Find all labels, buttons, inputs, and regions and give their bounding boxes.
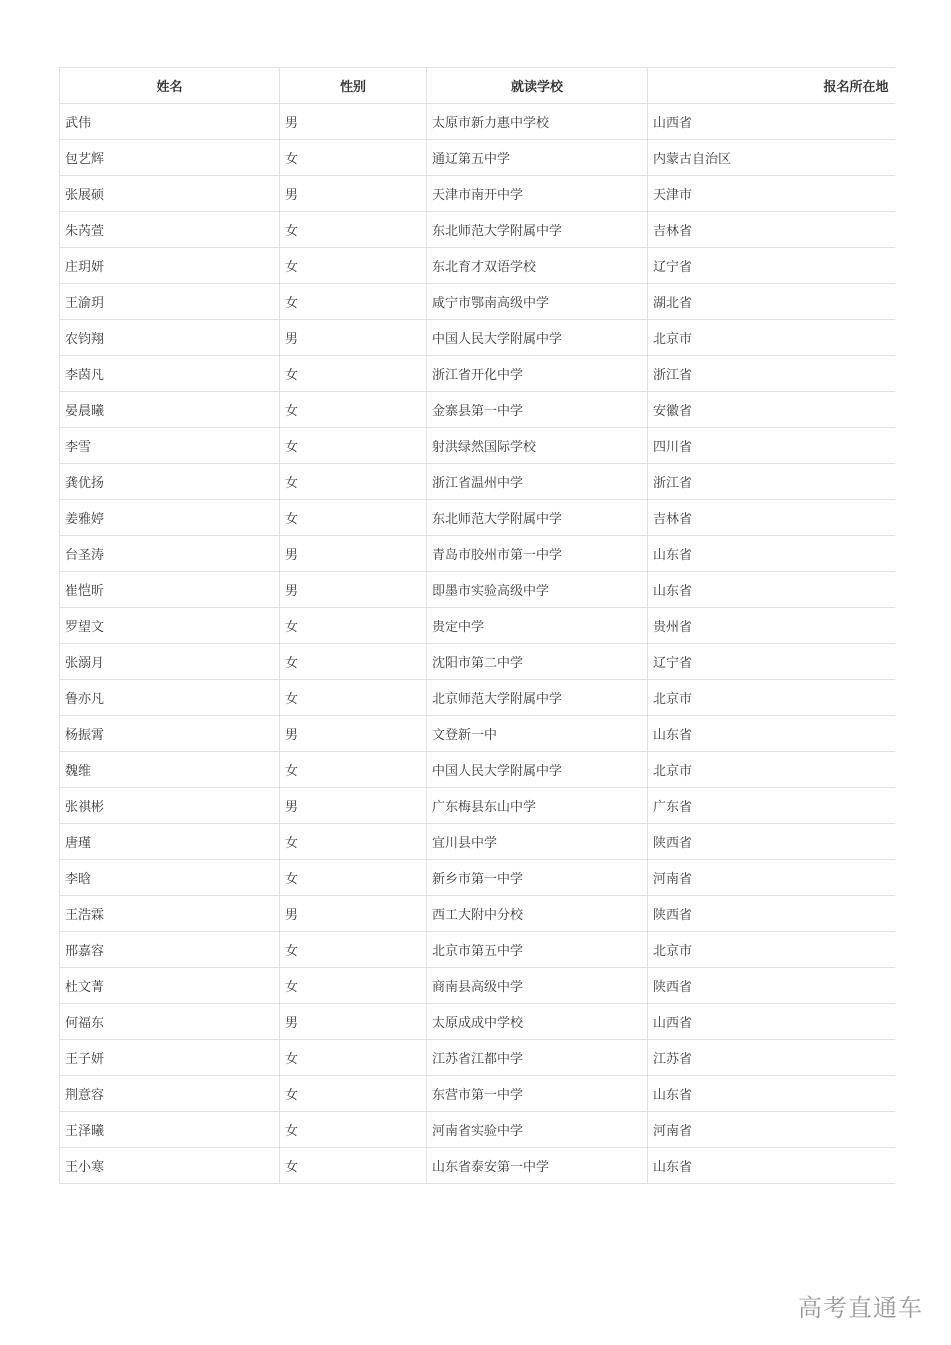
cell-region: 广东省 xyxy=(648,788,895,824)
cell-name: 台圣涛 xyxy=(60,536,280,572)
cell-region: 内蒙古自治区 xyxy=(648,140,895,176)
cell-name: 王泽曦 xyxy=(60,1112,280,1148)
cell-name: 魏维 xyxy=(60,752,280,788)
cell-name: 王渝玥 xyxy=(60,284,280,320)
cell-name: 李茵凡 xyxy=(60,356,280,392)
cell-school: 天津市南开中学 xyxy=(427,176,648,212)
cell-school: 金寨县第一中学 xyxy=(427,392,648,428)
cell-region: 山东省 xyxy=(648,1076,895,1112)
cell-school: 广东梅县东山中学 xyxy=(427,788,648,824)
cell-gender: 女 xyxy=(280,1112,427,1148)
cell-name: 荆意容 xyxy=(60,1076,280,1112)
cell-school: 太原成成中学校 xyxy=(427,1004,648,1040)
cell-school: 沈阳市第二中学 xyxy=(427,644,648,680)
cell-region: 四川省 xyxy=(648,428,895,464)
cell-region: 陕西省 xyxy=(648,824,895,860)
table-row xyxy=(60,284,895,320)
cell-school: 东北师范大学附属中学 xyxy=(427,500,648,536)
cell-gender: 男 xyxy=(280,788,427,824)
cell-name: 崔恺昕 xyxy=(60,572,280,608)
table-row xyxy=(60,1076,895,1112)
table-row xyxy=(60,896,895,932)
cell-gender: 男 xyxy=(280,320,427,356)
cell-gender: 女 xyxy=(280,428,427,464)
cell-gender: 女 xyxy=(280,824,427,860)
table-row xyxy=(60,608,895,644)
cell-name: 唐瑾 xyxy=(60,824,280,860)
table-row xyxy=(60,752,895,788)
cell-gender: 女 xyxy=(280,140,427,176)
table-row xyxy=(60,356,895,392)
cell-name: 杨振霄 xyxy=(60,716,280,752)
cell-gender: 女 xyxy=(280,392,427,428)
cell-school: 太原市新力惠中学校 xyxy=(427,104,648,140)
cell-name: 张展硕 xyxy=(60,176,280,212)
table-header-row xyxy=(60,68,895,104)
cell-name: 龚优扬 xyxy=(60,464,280,500)
cell-region: 山东省 xyxy=(648,716,895,752)
cell-gender: 女 xyxy=(280,1040,427,1076)
table-row xyxy=(60,716,895,752)
cell-name: 姜雅婷 xyxy=(60,500,280,536)
table-row xyxy=(60,788,895,824)
cell-gender: 男 xyxy=(280,536,427,572)
cell-gender: 女 xyxy=(280,248,427,284)
cell-gender: 女 xyxy=(280,1076,427,1112)
table-row xyxy=(60,536,895,572)
cell-region: 辽宁省 xyxy=(648,248,895,284)
cell-gender: 女 xyxy=(280,464,427,500)
cell-name: 邢嘉容 xyxy=(60,932,280,968)
cell-region: 山东省 xyxy=(648,1148,895,1184)
cell-school: 中国人民大学附属中学 xyxy=(427,320,648,356)
cell-name: 包艺辉 xyxy=(60,140,280,176)
cell-gender: 女 xyxy=(280,752,427,788)
cell-region: 贵州省 xyxy=(648,608,895,644)
cell-gender: 女 xyxy=(280,608,427,644)
table-row xyxy=(60,932,895,968)
cell-region: 吉林省 xyxy=(648,212,895,248)
table-row xyxy=(60,1148,895,1184)
watermark-logo: 高考直通车 xyxy=(798,1294,923,1322)
cell-school: 浙江省温州中学 xyxy=(427,464,648,500)
cell-school: 青岛市胶州市第一中学 xyxy=(427,536,648,572)
cell-region: 吉林省 xyxy=(648,500,895,536)
cell-school: 通辽第五中学 xyxy=(427,140,648,176)
table-row xyxy=(60,824,895,860)
cell-school: 西工大附中分校 xyxy=(427,896,648,932)
cell-region: 浙江省 xyxy=(648,356,895,392)
cell-gender: 女 xyxy=(280,860,427,896)
table-row xyxy=(60,860,895,896)
cell-region: 河南省 xyxy=(648,860,895,896)
student-list-table xyxy=(59,67,895,1184)
cell-region: 陕西省 xyxy=(648,968,895,1004)
cell-school: 东北师范大学附属中学 xyxy=(427,212,648,248)
table-row xyxy=(60,140,895,176)
table-row xyxy=(60,500,895,536)
table-row xyxy=(60,248,895,284)
cell-name: 庄玥妍 xyxy=(60,248,280,284)
cell-region: 江苏省 xyxy=(648,1040,895,1076)
cell-name: 张溺月 xyxy=(60,644,280,680)
table-row xyxy=(60,1004,895,1040)
cell-school: 北京师范大学附属中学 xyxy=(427,680,648,716)
header-name: 姓名 xyxy=(60,68,280,104)
cell-school: 江苏省江都中学 xyxy=(427,1040,648,1076)
cell-region: 山东省 xyxy=(648,536,895,572)
cell-gender: 女 xyxy=(280,500,427,536)
cell-gender: 女 xyxy=(280,932,427,968)
cell-school: 贵定中学 xyxy=(427,608,648,644)
cell-school: 射洪绿然国际学校 xyxy=(427,428,648,464)
cell-gender: 男 xyxy=(280,896,427,932)
table-row xyxy=(60,392,895,428)
student-table-container xyxy=(59,67,894,1184)
cell-region: 安徽省 xyxy=(648,392,895,428)
cell-gender: 男 xyxy=(280,572,427,608)
cell-gender: 男 xyxy=(280,716,427,752)
cell-gender: 女 xyxy=(280,644,427,680)
header-region: 报名所在地 xyxy=(648,68,895,104)
cell-region: 辽宁省 xyxy=(648,644,895,680)
cell-school: 商南县高级中学 xyxy=(427,968,648,1004)
cell-region: 北京市 xyxy=(648,932,895,968)
table-row xyxy=(60,572,895,608)
cell-school: 即墨市实验高级中学 xyxy=(427,572,648,608)
cell-region: 山东省 xyxy=(648,572,895,608)
cell-school: 中国人民大学附属中学 xyxy=(427,752,648,788)
cell-region: 山西省 xyxy=(648,1004,895,1040)
cell-name: 李晗 xyxy=(60,860,280,896)
table-row xyxy=(60,428,895,464)
cell-school: 北京市第五中学 xyxy=(427,932,648,968)
cell-name: 罗望文 xyxy=(60,608,280,644)
cell-gender: 女 xyxy=(280,1148,427,1184)
cell-name: 杜文菁 xyxy=(60,968,280,1004)
cell-gender: 男 xyxy=(280,1004,427,1040)
table-row xyxy=(60,212,895,248)
table-row xyxy=(60,680,895,716)
cell-school: 宜川县中学 xyxy=(427,824,648,860)
cell-name: 何福东 xyxy=(60,1004,280,1040)
table-row xyxy=(60,968,895,1004)
cell-name: 张祺彬 xyxy=(60,788,280,824)
cell-gender: 男 xyxy=(280,104,427,140)
cell-gender: 男 xyxy=(280,176,427,212)
cell-name: 李雪 xyxy=(60,428,280,464)
cell-gender: 女 xyxy=(280,356,427,392)
cell-gender: 女 xyxy=(280,212,427,248)
cell-school: 咸宁市鄂南高级中学 xyxy=(427,284,648,320)
cell-name: 晏晨曦 xyxy=(60,392,280,428)
cell-region: 陕西省 xyxy=(648,896,895,932)
cell-school: 东北育才双语学校 xyxy=(427,248,648,284)
table-row xyxy=(60,320,895,356)
cell-name: 王子妍 xyxy=(60,1040,280,1076)
cell-region: 天津市 xyxy=(648,176,895,212)
header-school: 就读学校 xyxy=(427,68,648,104)
cell-gender: 女 xyxy=(280,968,427,1004)
header-gender: 性别 xyxy=(280,68,427,104)
cell-region: 北京市 xyxy=(648,680,895,716)
cell-region: 山西省 xyxy=(648,104,895,140)
cell-school: 浙江省开化中学 xyxy=(427,356,648,392)
cell-region: 北京市 xyxy=(648,320,895,356)
cell-gender: 女 xyxy=(280,284,427,320)
cell-name: 武伟 xyxy=(60,104,280,140)
cell-gender: 女 xyxy=(280,680,427,716)
table-row xyxy=(60,464,895,500)
cell-name: 王小寒 xyxy=(60,1148,280,1184)
cell-name: 农钧翔 xyxy=(60,320,280,356)
cell-region: 浙江省 xyxy=(648,464,895,500)
table-row xyxy=(60,176,895,212)
cell-name: 朱芮萱 xyxy=(60,212,280,248)
table-row xyxy=(60,104,895,140)
cell-region: 北京市 xyxy=(648,752,895,788)
cell-school: 东营市第一中学 xyxy=(427,1076,648,1112)
cell-school: 文登新一中 xyxy=(427,716,648,752)
cell-school: 新乡市第一中学 xyxy=(427,860,648,896)
table-row xyxy=(60,644,895,680)
cell-region: 河南省 xyxy=(648,1112,895,1148)
cell-name: 王浩霖 xyxy=(60,896,280,932)
table-body xyxy=(60,104,895,1184)
cell-school: 河南省实验中学 xyxy=(427,1112,648,1148)
table-row xyxy=(60,1112,895,1148)
cell-name: 鲁亦凡 xyxy=(60,680,280,716)
cell-region: 湖北省 xyxy=(648,284,895,320)
cell-school: 山东省泰安第一中学 xyxy=(427,1148,648,1184)
table-row xyxy=(60,1040,895,1076)
